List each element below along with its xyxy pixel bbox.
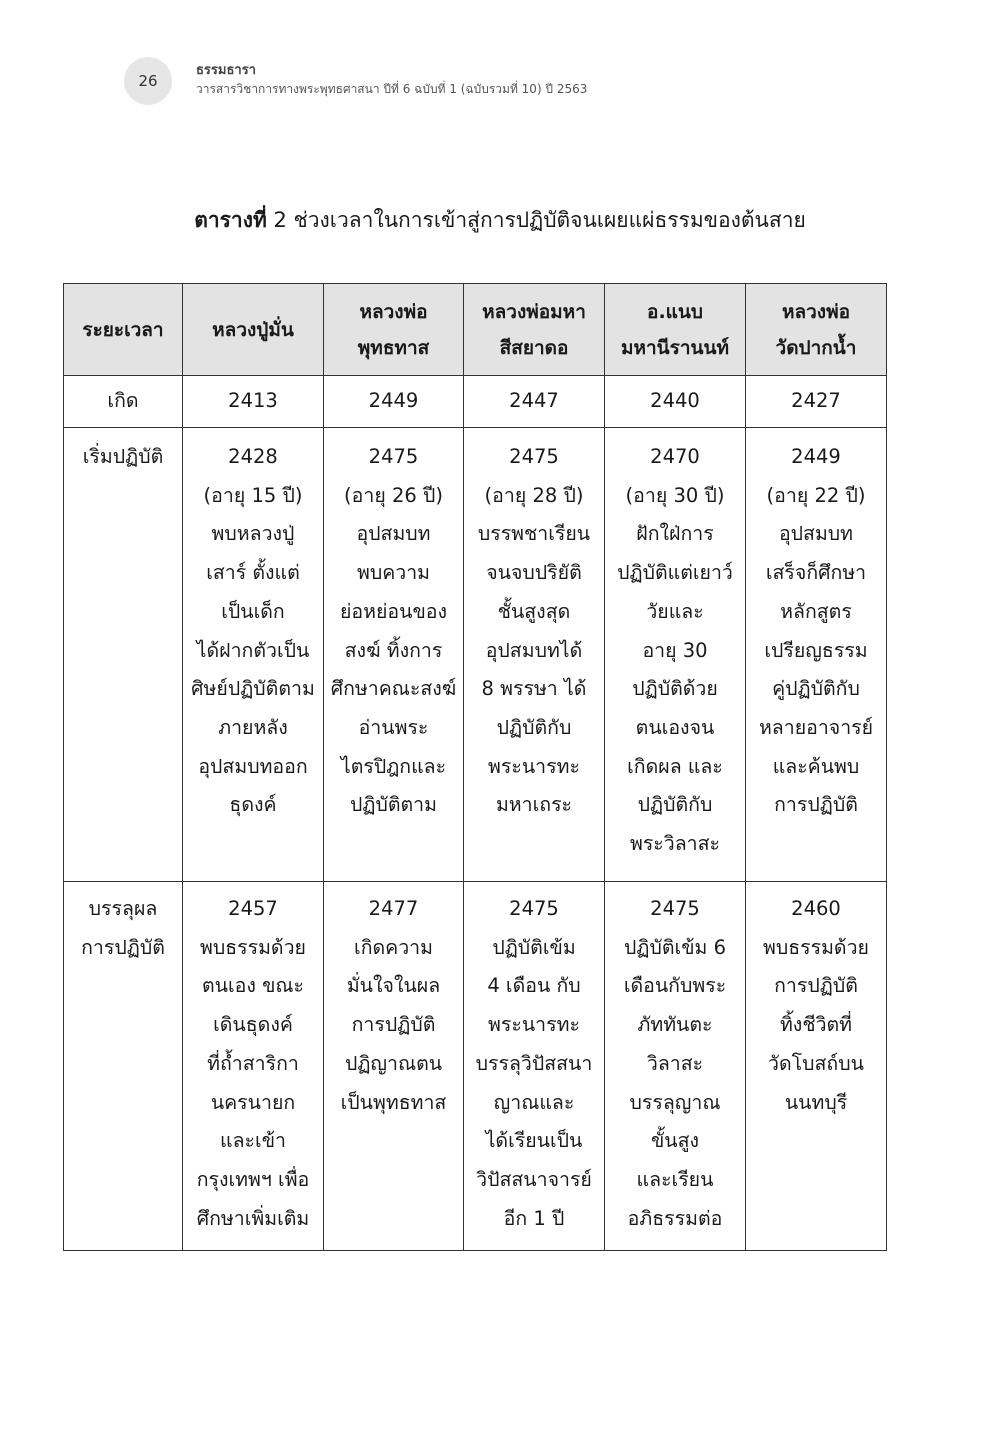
- table-caption: [0, 202, 1000, 238]
- cell-line: และเรียน: [636, 1167, 714, 1191]
- cell-line: อ.แนบ: [647, 300, 703, 323]
- cell-line: มั่นใจในผล: [346, 974, 441, 998]
- cell-line: ธุดงค์: [229, 793, 277, 817]
- cell-line: บรรลุผล: [88, 897, 158, 920]
- cell-line: เดินธุดงค์: [213, 1013, 293, 1037]
- cell-line: วิลาสะ: [646, 1051, 704, 1075]
- cell-line: ตนเอง ขณะ: [202, 974, 304, 998]
- cell-line: ญาณและ: [493, 1090, 575, 1114]
- cell-line: วิปัสสนาจารย์: [476, 1167, 592, 1191]
- cell-line: (อายุ 15 ปี): [203, 483, 303, 507]
- cell-line: อีก 1 ปี: [503, 1206, 565, 1230]
- table-header-row: [64, 284, 887, 376]
- cell-line: พระวิลาสะ: [629, 832, 721, 856]
- cell-line: ศึกษาเพิ่มเติม: [196, 1206, 310, 1230]
- cell-line: จนจบปริยัติ: [486, 561, 582, 585]
- cell-line: เสาร์ ตั้งแต่: [206, 561, 300, 585]
- cell-line: ปฏิบัติเข้ม: [492, 935, 576, 959]
- row-label-born: [64, 376, 183, 428]
- cell-line: 2470: [650, 445, 700, 468]
- cell-line: หลวงพ่อ: [781, 300, 851, 323]
- cell-line: หลวงพ่อมหา: [482, 300, 586, 323]
- running-header: [196, 62, 587, 98]
- cell-line: (อายุ 22 ปี): [766, 483, 866, 507]
- cell-line: หลวงพ่อ: [359, 300, 428, 323]
- cell-line: เสร็จก็ศึกษา: [765, 561, 867, 585]
- cell-line: เกิดความ: [354, 935, 433, 959]
- cell-start-luang-pu-mun: [183, 428, 324, 882]
- cell-attain-luang-pu-mun: [183, 882, 324, 1251]
- cell-line: อุปสมบท: [778, 522, 854, 546]
- cell-line: 2475: [650, 897, 700, 920]
- header-naeb-mahaniranonda: [605, 284, 746, 376]
- cell-line: ทิ้งชีวิตที่: [779, 1013, 853, 1037]
- cell-line: ศิษย์ปฏิบัติตาม: [191, 677, 315, 701]
- cell-attain-mahasi: [464, 882, 605, 1251]
- caption-label: ตารางที่: [194, 208, 267, 232]
- cell-line: สีสยาดอ: [499, 336, 569, 359]
- cell-line: การปฏิบัติ: [774, 974, 858, 998]
- cell-start-mahasi: [464, 428, 605, 882]
- header-luang-pu-mun: [183, 284, 324, 376]
- cell-start-buddhadasa: [324, 428, 464, 882]
- timeline-table: [63, 283, 887, 1251]
- cell-line: สงฆ์ ทิ้งการ: [344, 638, 443, 662]
- cell-line: อภิธรรมต่อ: [627, 1206, 723, 1230]
- cell-line: ที่ถ้ำสาริกา: [207, 1051, 299, 1075]
- cell-start-wat-paknam: [746, 428, 887, 882]
- cell-line: นนทบุรี: [784, 1090, 848, 1114]
- cell-line: พระนารทะ: [488, 754, 580, 778]
- cell-line: ปฏิบัติกับ: [637, 793, 713, 817]
- cell-line: บรรพชาเรียน: [477, 522, 591, 546]
- cell-attain-buddhadasa: [324, 882, 464, 1251]
- cell-line: หลายอาจารย์: [758, 715, 874, 739]
- cell-line: 4 เดือน กับ: [487, 974, 581, 998]
- cell-line: พุทธทาส: [357, 336, 430, 359]
- cell-line: ขั้นสูง: [650, 1129, 700, 1153]
- cell-line: พบธรรมด้วย: [200, 935, 306, 959]
- cell-line: (อายุ 30 ปี): [625, 483, 725, 507]
- cell-line: 2475: [509, 897, 559, 920]
- page-number: 26: [124, 57, 172, 105]
- cell-born-luang-pu-mun: [183, 376, 324, 428]
- journal-subtitle: วารสารวิชาการทางพระพุทธศาสนา ปีที่ 6 ฉบับที่ 1 (ฉบับรวมที่ 10) ปี 2563: [196, 82, 588, 96]
- cell-born-wat-paknam: [746, 376, 887, 428]
- cell-line: พระนารทะ: [488, 1013, 580, 1037]
- cell-line: หลักสูตร: [780, 599, 852, 623]
- cell-line: อุปสมบท: [356, 522, 431, 546]
- cell-line: ได้เรียนเป็น: [485, 1129, 583, 1153]
- cell-line: วัดโบสถ์บน: [768, 1051, 864, 1075]
- cell-born-naeb: [605, 376, 746, 428]
- cell-line: มหาเถระ: [495, 793, 573, 817]
- cell-start-naeb: [605, 428, 746, 882]
- cell-line: (อายุ 28 ปี): [484, 483, 584, 507]
- cell-line: 2427: [791, 389, 841, 413]
- cell-line: อ่านพระ: [358, 715, 429, 739]
- cell-line: 2477: [368, 897, 419, 920]
- header-wat-paknam: [746, 284, 887, 376]
- cell-line: ปฏิบัติแต่เยาว์: [617, 561, 733, 585]
- cell-line: พบหลวงปู่: [211, 522, 295, 546]
- row-label-attainment: [64, 882, 183, 1251]
- cell-line: และเข้า: [220, 1129, 286, 1153]
- cell-line: ไตรปิฎกและ: [340, 754, 447, 778]
- table-row-start-practice: [64, 428, 887, 882]
- cell-line: การปฏิบัติ: [351, 1013, 436, 1037]
- cell-line: (อายุ 26 ปี): [344, 483, 443, 507]
- cell-line: ปฏิญาณตน: [344, 1051, 443, 1075]
- cell-line: 2449: [368, 389, 419, 413]
- cell-line: วัดปากน้ำ: [775, 336, 857, 359]
- cell-line: บรรลุญาณ: [629, 1090, 721, 1114]
- cell-line: เป็นพุทธทาส: [340, 1090, 447, 1114]
- row-label-start-practice: [64, 428, 183, 882]
- cell-line: 2440: [650, 389, 700, 413]
- cell-line: ย่อหย่อนของ: [339, 599, 448, 623]
- cell-born-buddhadasa: [324, 376, 464, 428]
- cell-line: เดือนกับพระ: [623, 974, 727, 998]
- cell-line: เกิด: [107, 389, 139, 413]
- cell-line: เกิดผล และ: [627, 754, 723, 778]
- cell-line: อุปสมบทออก: [198, 754, 308, 778]
- cell-line: อายุ 30: [642, 638, 708, 662]
- cell-line: ตนเองจน: [635, 715, 715, 739]
- header-period: [64, 284, 183, 376]
- cell-line: คู่ปฏิบัติกับ: [772, 677, 860, 701]
- cell-line: 2413: [228, 389, 278, 413]
- header-buddhadasa: [324, 284, 464, 376]
- cell-line: 2475: [368, 445, 419, 468]
- cell-line: 8 พรรษา ได้: [481, 677, 587, 701]
- cell-line: เริ่มปฏิบัติ: [82, 445, 164, 468]
- cell-line: วัยและ: [646, 599, 704, 623]
- cell-line: ปฏิบัติเข้ม 6: [624, 935, 726, 959]
- cell-line: เป็นเด็ก: [221, 599, 285, 623]
- header-mahasi-sayadaw: [464, 284, 605, 376]
- caption-text: 2 ช่วงเวลาในการเข้าสู่การปฏิบัติจนเผยแผ่ธรรมของต้นสาย: [266, 208, 806, 232]
- journal-name: ธรรมธารา: [196, 63, 256, 78]
- cell-line: พบความ: [356, 561, 431, 585]
- cell-line: เปรียญธรรม: [764, 638, 868, 662]
- cell-line: ศึกษาคณะสงฆ์: [330, 677, 457, 701]
- cell-line: ปฏิบัติตาม: [350, 793, 437, 817]
- cell-line: 2457: [228, 897, 278, 920]
- table-row-born: [64, 376, 887, 428]
- cell-attain-wat-paknam: [746, 882, 887, 1251]
- cell-line: ปฏิบัติกับ: [496, 715, 572, 739]
- cell-line: ระยะเวลา: [82, 318, 164, 341]
- cell-line: กรุงเทพฯ เพื่อ: [196, 1167, 310, 1191]
- cell-line: 2449: [791, 445, 841, 468]
- cell-line: การปฏิบัติ: [81, 935, 165, 959]
- cell-line: 2475: [509, 445, 559, 468]
- cell-line: ภายหลัง: [218, 715, 288, 739]
- cell-line: อุปสมบทได้: [485, 638, 583, 662]
- cell-line: 2460: [791, 897, 841, 920]
- cell-line: บรรลุวิปัสสนา: [475, 1051, 593, 1075]
- cell-line: ฝักใฝ่การ: [636, 522, 714, 546]
- cell-attain-naeb: [605, 882, 746, 1251]
- cell-line: 2447: [509, 389, 559, 413]
- cell-born-mahasi: [464, 376, 605, 428]
- cell-line: มหานีรานนท์: [620, 336, 730, 359]
- cell-line: ได้ฝากตัวเป็น: [196, 638, 310, 662]
- cell-line: ปฏิบัติด้วย: [632, 677, 718, 701]
- cell-line: และค้นพบ: [772, 754, 860, 778]
- cell-line: 2428: [228, 445, 278, 468]
- cell-line: นครนายก: [210, 1090, 296, 1114]
- cell-line: ชั้นสูงสุด: [497, 599, 571, 623]
- cell-line: พบธรรมด้วย: [763, 935, 869, 959]
- table-row-attainment: [64, 882, 887, 1251]
- cell-line: การปฏิบัติ: [774, 793, 858, 817]
- cell-line: ภัททันตะ: [637, 1013, 713, 1037]
- cell-line: หลวงปู่มั่น: [212, 318, 294, 341]
